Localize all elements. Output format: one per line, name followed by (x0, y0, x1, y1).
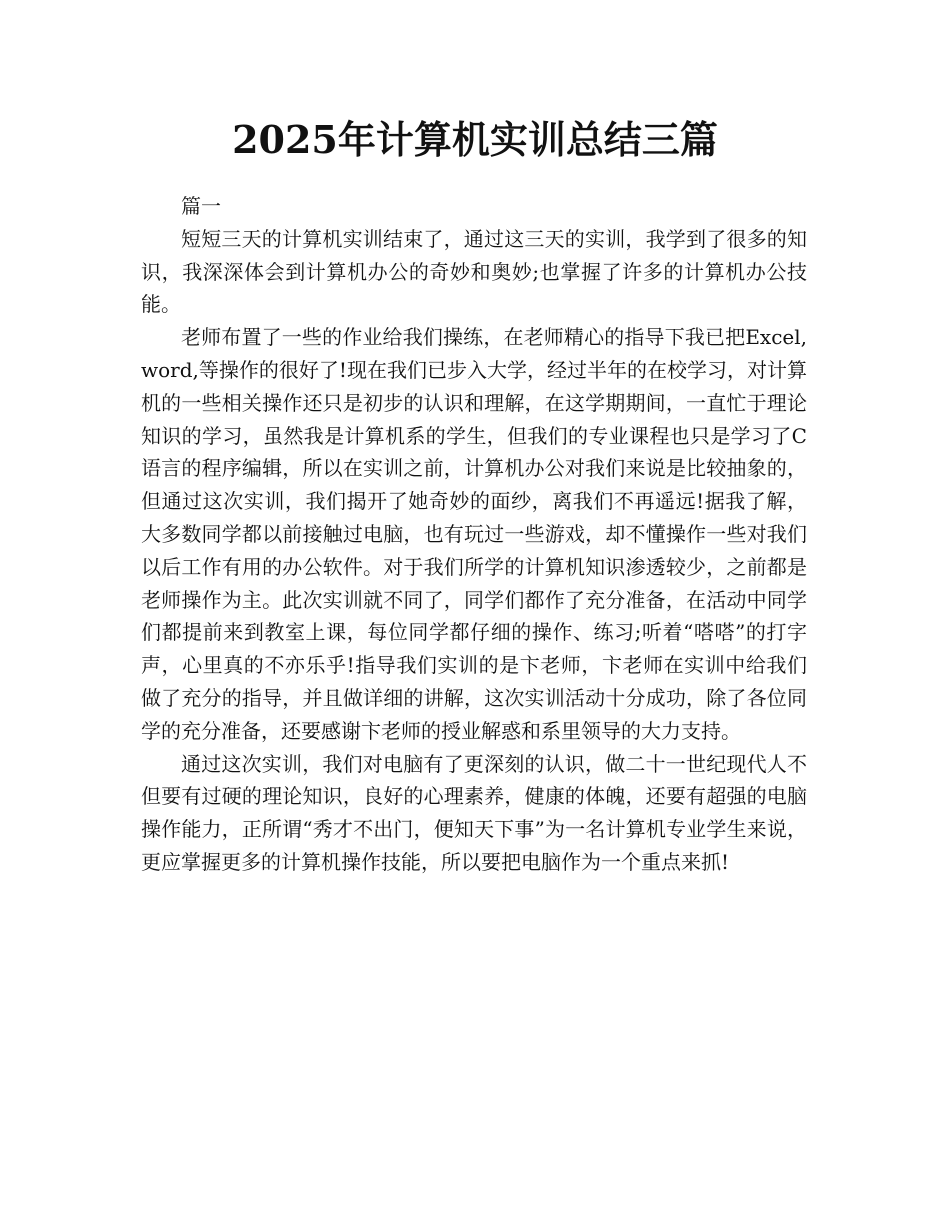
document-title: 2025年计算机实训总结三篇 (232, 117, 718, 162)
document-body (141, 190, 807, 879)
paragraph-intro: 短短三天的计算机实训结束了，通过这三天的实训，我学到了很多的知识，我深深体会到计算机办公的奇妙和奥妙;也掌握了许多的计算机办公技能。 (141, 226, 807, 317)
paragraph-main: 老师布置了一些的作业给我们操练，在老师精心的指导下我已把Excel,word,等操作的很好了!现在我们已步入大学，经过半年的在校学习，对计算机的一些相关操作还只是初步的认识和理解，在这学期期间，一直忙于理论知识的学习，虽然我是计算机系的学生，但我们的专业课程也只是学习了C语言的程序编辑，所以在实训之前，计算机办公对我们来说是比较抽象的，但通过这次实训，我们揭开了她奇妙的面纱，离我们不再遥远!据我了解，大多数同学都以前接触过电脑，也有玩过一些游戏，却不懂操作一些对我们以后工作有用的办公软件。对于我们所学的计算机知识渗透较少，之前都是老师操作为主。此次实训就不同了，同学们都作了充分准备，在活动中同学们都提前来到教室上课，每位同学都仔细的操作、练习;听着“嗒嗒”的打字声，心里真的不亦乐乎!指导我们实训的是卞老师，卞老师在实训中给我们做了充分的指导，并且做详细的讲解，这次实训活动十分成功，除了各位同学的充分准备，还要感谢卞老师的授业解惑和系里领导的大力支持。 (141, 325, 807, 743)
paragraph-conclusion: 通过这次实训，我们对电脑有了更深刻的认识，做二十一世纪现代人不但要有过硬的理论知识，良好的心理素养，健康的体魄，还要有超强的电脑操作能力，正所谓“秀才不出门，便知天下事”为一名计算机专业学生来说，更应掌握更多的计算机操作技能，所以要把电脑作为一个重点来抓! (141, 751, 807, 874)
section-heading: 篇一 (181, 194, 221, 218)
